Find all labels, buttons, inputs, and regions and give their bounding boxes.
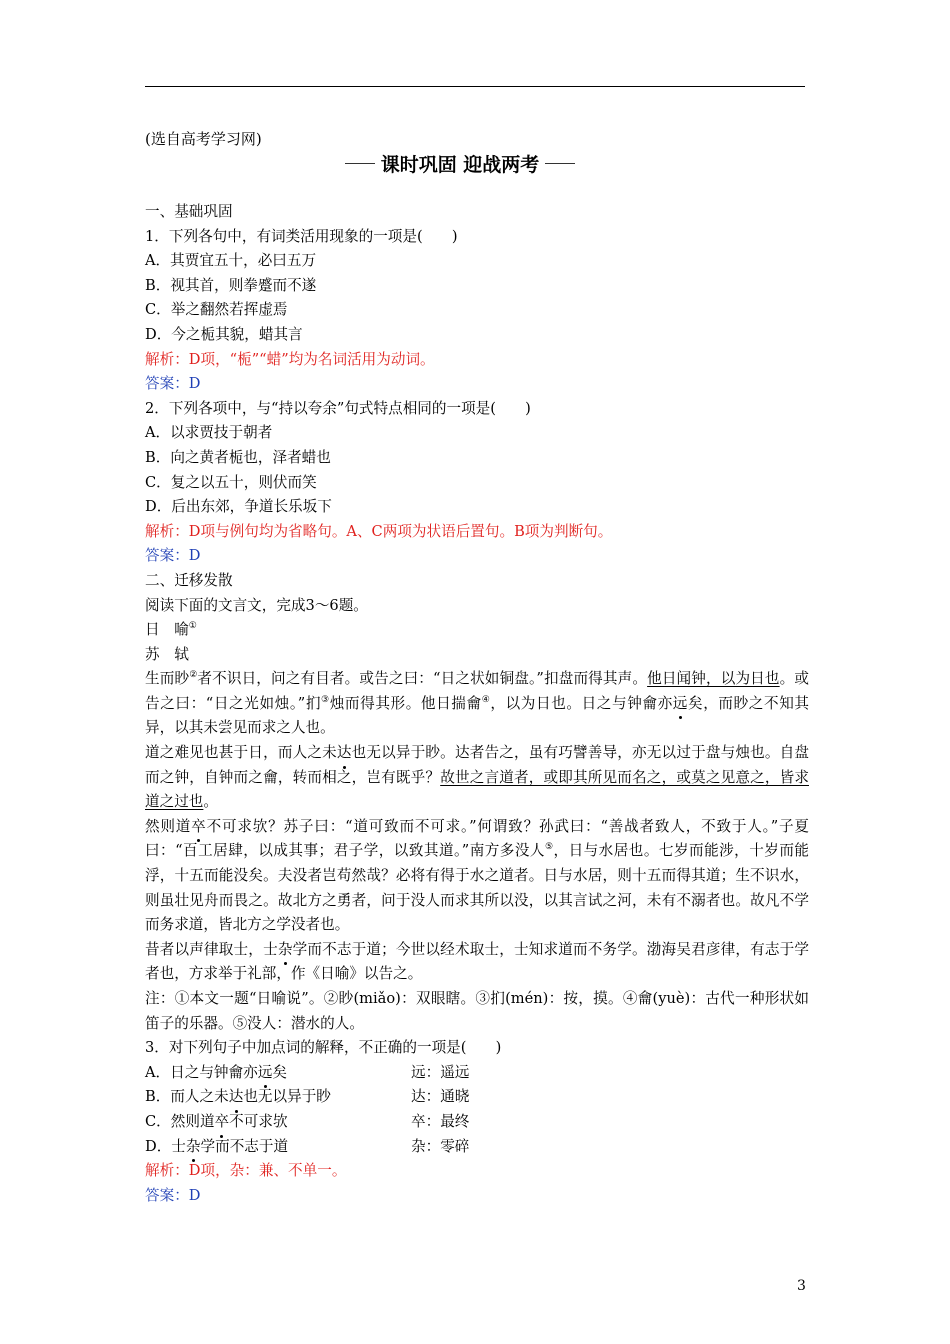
section-heading: 二、迁移发散 bbox=[145, 571, 233, 589]
footnote-ref: ⑤ bbox=[544, 842, 554, 853]
question-2-analysis: 解析：D项与例句均为省略句。A、C两项为状语后置句。B项为判断句。 bbox=[145, 522, 613, 540]
footnote-ref: ③ bbox=[321, 695, 330, 706]
question-3-option-d: D．士杂学而不志于道 杂：零碎 bbox=[145, 1135, 809, 1160]
option-gloss: 远：遥远 bbox=[411, 1063, 470, 1081]
passage-paragraph-4: 昔者以声律取士，士杂学而不志于道；今世以经术取士，士知求道而不务学。渤海吴君彦律，有志于学者也，方求举于礼部，作《日喻》以告之。 bbox=[145, 938, 809, 987]
option-gloss: 卒：最终 bbox=[411, 1112, 470, 1130]
question-1-analysis: 解析：D项，“栀”“蜡”均为名词活用为动词。 bbox=[145, 350, 435, 368]
passage-paragraph-1: 生而眇②者不识日，问之有目者。或告之曰：“日之状如铜盘。”扣盘而得其声。他日闻钟，以为日也。或告之曰：“日之光如烛。”扪③烛而得其形。他日揣龠④，以为日也。日之与钟龠亦远矣，而眇之不知其异，以其未尝见而求之人也。 bbox=[145, 670, 809, 737]
dotted-word: 达 bbox=[229, 1085, 244, 1110]
footnote-ref: ④ bbox=[481, 695, 491, 706]
question-2-option-c: C．复之以五十，则伏而笑 bbox=[145, 473, 317, 491]
footnote-ref: ② bbox=[189, 670, 198, 681]
banner-line-right bbox=[545, 163, 575, 164]
dotted-word: 远 bbox=[258, 1061, 273, 1086]
question-3-answer: 答案：D bbox=[145, 1186, 201, 1204]
question-1-option-b: B．视其首，则拳蹙而不遂 bbox=[145, 276, 317, 294]
section-banner bbox=[145, 150, 805, 176]
passage-intro: 阅读下面的文言文，完成3～6题。 bbox=[145, 596, 368, 614]
underlined-sentence: 故世之言道者，或即其所见而名之，或莫之见意之，皆求道之过也 bbox=[145, 768, 809, 811]
question-2-option-b: B．向之黄者栀也，泽者蜡也 bbox=[145, 448, 331, 466]
source-note: (选自高考学习网) bbox=[145, 130, 262, 148]
passage-notes: 注：①本文一题“日喻说”。②眇(miǎo)：双眼瞎。③扪(mén)：按，摸。④龠(yuè)：古代一种形状如笛子的乐器。⑤没人：潜水的人。 bbox=[145, 990, 809, 1032]
question-3-option-b: B．而人之未达也无以异于眇 达：通晓 bbox=[145, 1085, 809, 1110]
question-1-option-c: C．举之翻然若挥虚焉 bbox=[145, 301, 288, 319]
dotted-word: 杂 bbox=[186, 1135, 201, 1160]
question-3-option-a: A．日之与钟龠亦远矣 远：遥远 bbox=[145, 1061, 809, 1086]
question-3-analysis: 解析：D项，杂：兼、不单一。 bbox=[145, 1162, 347, 1180]
question-1-option-a: A．其贾宜五十，必曰五万 bbox=[145, 252, 317, 270]
dotted-word: 杂 bbox=[278, 938, 293, 963]
passage-author: 苏 轼 bbox=[145, 645, 189, 663]
banner-title: 课时巩固 迎战两考 bbox=[380, 153, 540, 176]
dotted-word: 卒 bbox=[191, 815, 206, 840]
question-2-option-a: A．以求贾技于朝者 bbox=[145, 424, 273, 442]
banner-line-left bbox=[345, 163, 375, 164]
question-3-stem: 3．对下列句子中加点词的解释，不正确的一项是( ) bbox=[145, 1039, 502, 1057]
option-gloss: 达：通晓 bbox=[411, 1088, 470, 1106]
section-heading: 一、基础巩固 bbox=[145, 203, 233, 220]
question-1-stem: 1．下列各句中，有词类活用现象的一项是( ) bbox=[145, 227, 458, 245]
question-3-option-c: C．然则道卒不可求欤 卒：最终 bbox=[145, 1110, 809, 1135]
underlined-sentence: 他日闻钟，以为日也 bbox=[647, 670, 780, 688]
passage-paragraph-3: 然则道卒不可求欤？苏子曰：“道可致而不可求。”何谓致？孙武曰：“善战者致人，不致于人。”子夏曰：“百工居肆，以成其事；君子学，以致其道。”南方多没人⑤，日与水居也。七岁而能涉，十岁而能浮，十五而能没矣。夫没者岂苟然哉？必将有得于水之道者。日与水居，则十五而得其道；生不识水，则虽壮见舟而畏之。故北方之勇者，问于没人而求其所以没，以其言试之河，未有不溺者也。故凡不学而务求道，皆北方之学没者也。 bbox=[145, 815, 809, 938]
footnote-ref: ① bbox=[188, 621, 197, 632]
content bbox=[145, 200, 809, 1208]
passage-title: 日 喻① bbox=[145, 621, 197, 639]
dotted-word: 达 bbox=[337, 741, 352, 766]
dotted-word: 卒 bbox=[215, 1110, 230, 1135]
question-2-stem: 2．下列各项中，与“持以夸余”句式特点相同的一项是( ) bbox=[145, 399, 531, 417]
option-gloss: 杂：零碎 bbox=[411, 1137, 470, 1155]
passage-paragraph-2: 道之难见也甚于日，而人之未达也无以异于眇。达者告之，虽有巧譬善导，亦无以过于盘与烛也。自盘而之钟，自钟而之龠，转而相之，岂有既乎？故世之言道者，或即其所见而名之，或莫之见意之，皆求道之过也。 bbox=[145, 741, 809, 815]
page-number: 3 bbox=[797, 1278, 806, 1294]
question-1-option-d: D．今之栀其貌，蜡其言 bbox=[145, 325, 303, 343]
header-rule bbox=[145, 86, 805, 87]
question-2-option-d: D．后出东郊，争道长乐坂下 bbox=[145, 498, 332, 516]
question-1-answer: 答案：D bbox=[145, 375, 201, 393]
dotted-word: 远 bbox=[673, 692, 688, 717]
question-2-answer: 答案：D bbox=[145, 547, 201, 565]
